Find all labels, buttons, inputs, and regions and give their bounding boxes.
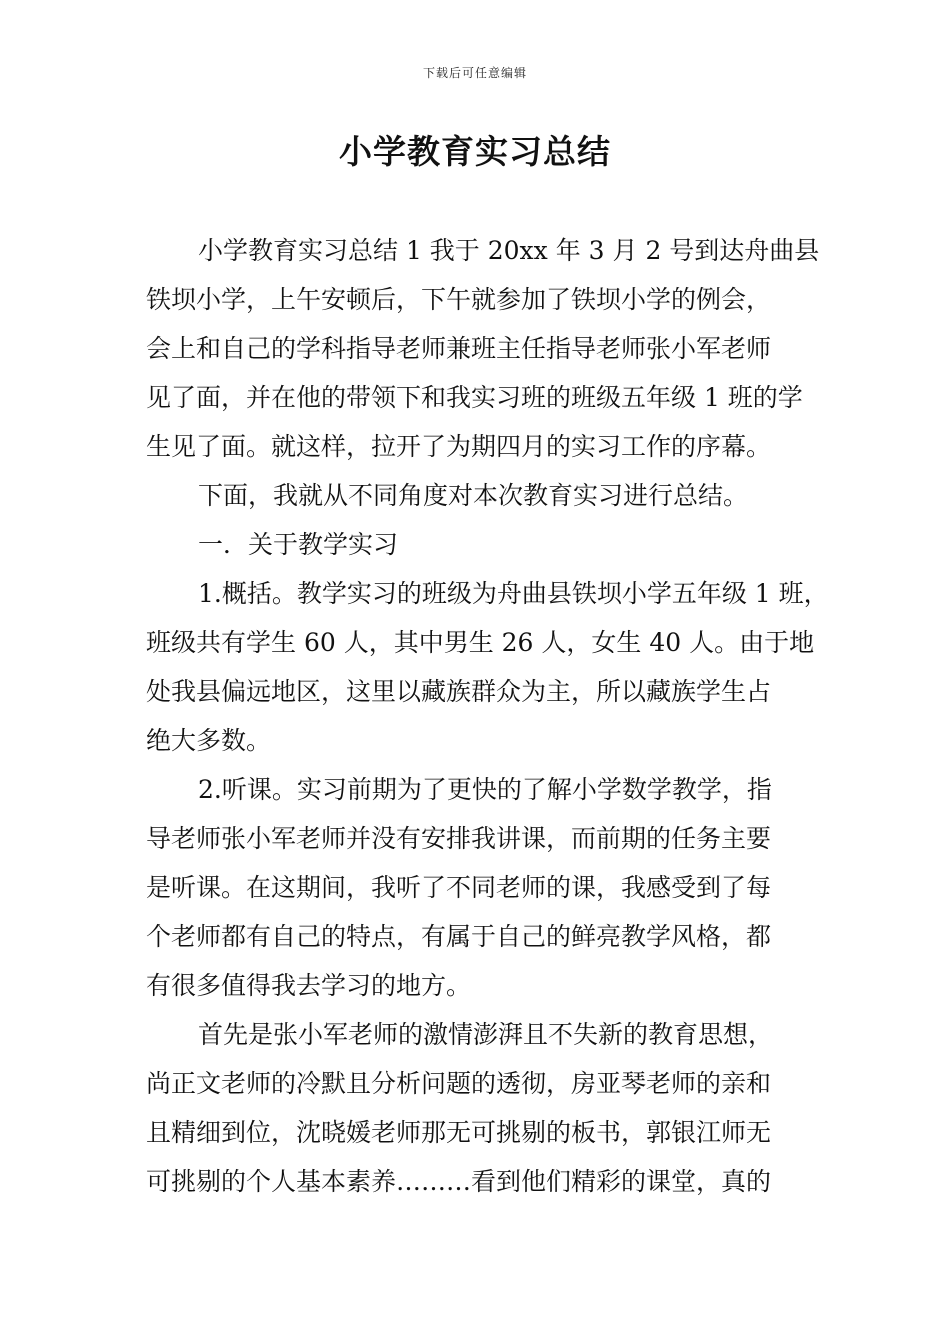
- text-line: 小学教育实习总结 1 我于 20xx 年 3 月 2 号到达舟曲县: [198, 236, 820, 265]
- text-line: 生见了面。就这样，拉开了为期四月的实习工作的序幕。: [146, 432, 772, 461]
- text-line: 下面，我就从不同角度对本次教育实习进行总结。: [198, 481, 749, 510]
- text-line: 班级共有学生 60 人，其中男生 26 人，女生 40 人。由于地: [146, 628, 815, 657]
- text-line: 是听课。在这期间，我听了不同老师的课，我感受到了每: [146, 873, 772, 902]
- text-line: 个老师都有自己的特点，有属于自己的鲜亮教学风格，都: [146, 922, 772, 951]
- text-line: 会上和自己的学科指导老师兼班主任指导老师张小军老师: [146, 334, 772, 363]
- text-line: 绝大多数。: [146, 726, 272, 755]
- header-note: 下载后可任意编辑: [422, 66, 527, 80]
- document-body: [146, 226, 829, 1206]
- text-line: 2.听课。实习前期为了更快的了解小学数学教学，指: [198, 775, 772, 804]
- document-title: 小学教育实习总结: [339, 132, 611, 171]
- text-line: 首先是张小军老师的激情澎湃且不失新的教育思想，: [198, 1020, 774, 1049]
- text-line: 且精细到位，沈晓媛老师那无可挑剔的板书，郭银江师无: [146, 1118, 772, 1147]
- text-line: 见了面，并在他的带领下和我实习班的班级五年级 1 班的学: [146, 383, 803, 412]
- text-line: 一．关于教学实习: [198, 530, 399, 559]
- text-line: 1.概括。教学实习的班级为舟曲县铁坝小学五年级 1 班，: [198, 579, 829, 608]
- text-line: 导老师张小军老师并没有安排我讲课，而前期的任务主要: [146, 824, 772, 853]
- text-line: 铁坝小学，上午安顿后，下午就参加了铁坝小学的例会，: [146, 285, 772, 314]
- text-line: 有很多值得我去学习的地方。: [146, 971, 472, 1000]
- text-line: 处我县偏远地区，这里以藏族群众为主，所以藏族学生占: [146, 677, 772, 706]
- text-line: 尚正文老师的冷默且分析问题的透彻，房亚琴老师的亲和: [146, 1069, 772, 1098]
- text-line: 可挑剔的个人基本素养………看到他们精彩的课堂，真的: [146, 1167, 772, 1196]
